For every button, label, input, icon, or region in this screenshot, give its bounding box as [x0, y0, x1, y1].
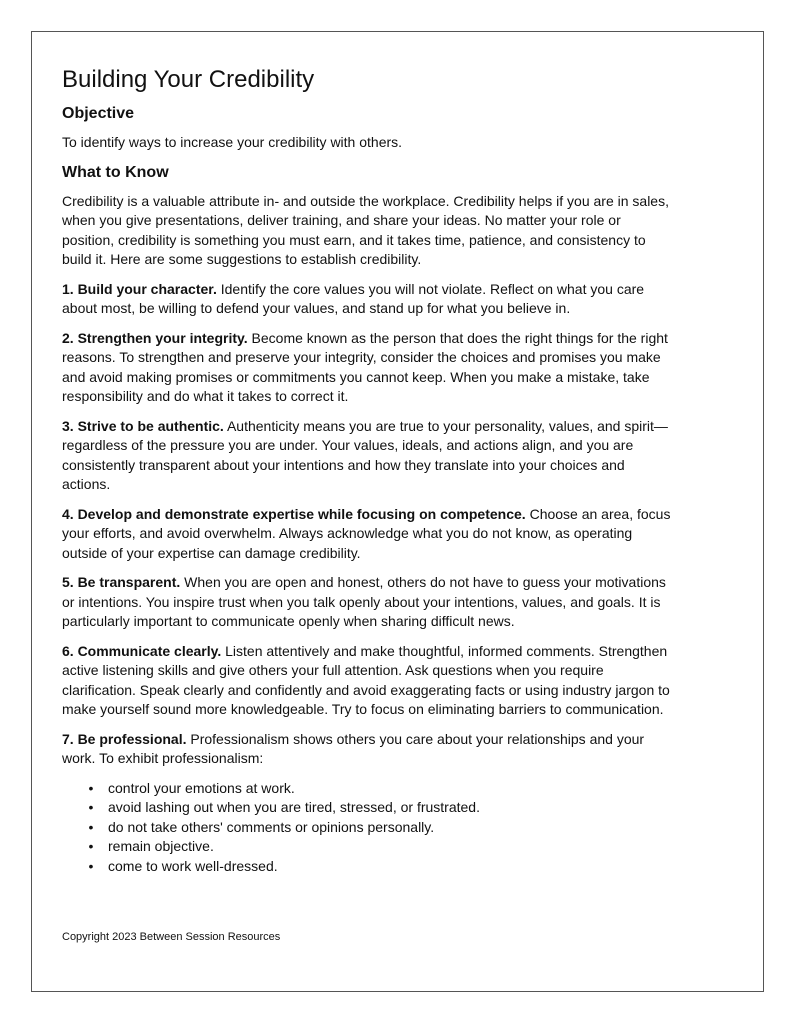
item-lead: 5. Be transparent. — [62, 574, 181, 590]
professionalism-list — [62, 779, 672, 877]
item-communicate-clearly — [62, 642, 672, 720]
item-build-character — [62, 280, 672, 319]
item-lead: 1. Build your character. — [62, 280, 217, 297]
list-item-text: come to work well-dressed. — [108, 857, 278, 874]
document-content — [62, 66, 672, 876]
item-be-professional — [62, 730, 672, 769]
item-lead: 4. Develop and demonstrate expertise while focusing on competence. — [62, 505, 526, 522]
bullet-icon: • — [88, 818, 94, 835]
list-item — [88, 818, 672, 838]
page-title: Building Your Credibility — [62, 66, 315, 93]
item-text: Become known as the person that does the right things for the right reasons. To strengthen and preserve your integrity, consider the choices and promises you make and avoid making promises or commitments you cannot keep. When you make a mistake, take responsibility and do what it takes to correct it. — [62, 329, 668, 404]
list-item-text: do not take others' comments or opinions personally. — [108, 818, 435, 835]
what-to-know-heading: What to Know — [62, 163, 169, 181]
list-item-text: control your emotions at work. — [108, 779, 295, 796]
bullet-icon: • — [88, 857, 94, 874]
list-item — [88, 837, 672, 857]
item-text: Identify the core values you will not violate. Reflect on what you care about most, be willing to defend your values, and stand up for what you believe in. — [62, 280, 645, 316]
objective-text: To identify ways to increase your credibility with others. — [62, 134, 403, 150]
item-lead: 2. Strengthen your integrity. — [62, 329, 248, 346]
list-item — [88, 779, 672, 799]
item-lead: 7. Be professional. — [62, 730, 187, 747]
item-develop-expertise — [62, 505, 672, 564]
list-item-text: remain objective. — [108, 838, 214, 854]
item-lead: 6. Communicate clearly. — [62, 642, 222, 659]
item-text: Authenticity means you are true to your personality, values, and spirit—regardless of the pressure you are under. Your values, ideals, and actions align, and you are consistently transparent about your intentions and how they translate into your choices and actions. — [62, 417, 668, 492]
bullet-icon: • — [88, 838, 94, 854]
list-item — [88, 857, 672, 877]
list-item — [88, 798, 672, 818]
list-item-text: avoid lashing out when you are tired, stressed, or frustrated. — [108, 799, 480, 815]
item-text: Listen attentively and make thoughtful, informed comments. Strengthen active listening skills and give others your full attention. Ask questions when you require clarification. Speak clearly and confidently and avoid exaggerating facts or using industry jargon to make yourself sound more knowledgeable. Try to focus on eliminating barriers to communication. — [62, 642, 670, 717]
copyright-footer: Copyright 2023 Between Session Resources — [62, 931, 281, 943]
item-be-authentic — [62, 417, 672, 495]
item-text: When you are open and honest, others do not have to guess your motivations or intentions. You inspire trust when you talk openly about your intentions, values, and goals. It is particularly important to communicate openly when sharing difficult news. — [62, 574, 666, 629]
bullet-icon: • — [88, 779, 94, 796]
item-text: Professionalism shows others you care about your relationships and your work. To exhibit professionalism: — [62, 730, 645, 766]
item-text: Choose an area, focus your efforts, and avoid overwhelm. Always acknowledge what you do not know, as operating outside of your expertise can damage credibility. — [62, 505, 671, 561]
intro-paragraph: Credibility is a valuable attribute in- and outside the workplace. Credibility helps if you are in sales, when you give presentations, deliver training, and share your ideas. No matter your role or position, credibility is something you must earn, and it takes time, patience, and consistency to build it. Here are some suggestions to establish credibility. — [62, 192, 669, 267]
item-be-transparent — [62, 573, 672, 632]
objective-heading: Objective — [62, 105, 135, 122]
item-strengthen-integrity — [62, 329, 672, 407]
bullet-icon: • — [88, 799, 94, 815]
item-lead: 3. Strive to be authentic. — [62, 417, 224, 434]
